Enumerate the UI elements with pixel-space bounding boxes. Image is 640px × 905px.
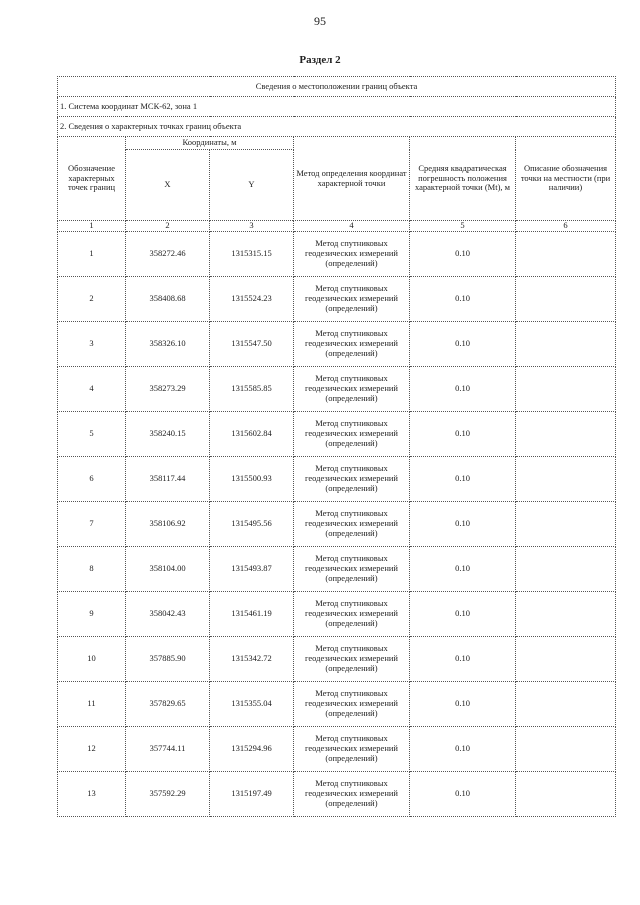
- y-coordinate-cell: 1315294.96: [210, 726, 294, 771]
- method-cell: Метод спутниковых геодезических измерений (определений): [294, 231, 410, 276]
- coord-system-line: 1. Система координат МСК-62, зона 1: [58, 97, 616, 117]
- method-cell: Метод спутниковых геодезических измерений (определений): [294, 366, 410, 411]
- x-coordinate-cell: 358106.92: [126, 501, 210, 546]
- header-method: Метод определения координат характерной точки: [294, 137, 410, 221]
- description-cell: [516, 636, 616, 681]
- table-row: [58, 501, 616, 546]
- y-coordinate-cell: 1315500.93: [210, 456, 294, 501]
- point-number-cell: 5: [58, 411, 126, 456]
- x-coordinate-cell: 357885.90: [126, 636, 210, 681]
- x-coordinate-cell: 358272.46: [126, 231, 210, 276]
- description-cell: [516, 501, 616, 546]
- error-cell: 0.10: [410, 501, 516, 546]
- point-number-cell: 11: [58, 681, 126, 726]
- point-number-cell: 7: [58, 501, 126, 546]
- method-cell: Метод спутниковых геодезических измерений (определений): [294, 276, 410, 321]
- y-coordinate-cell: 1315495.56: [210, 501, 294, 546]
- y-coordinate-cell: 1315524.23: [210, 276, 294, 321]
- description-cell: [516, 771, 616, 816]
- error-cell: 0.10: [410, 591, 516, 636]
- y-coordinate-cell: 1315342.72: [210, 636, 294, 681]
- column-number: 4: [294, 221, 410, 232]
- header-coordinates: Координаты, м: [126, 137, 294, 150]
- method-cell: Метод спутниковых геодезических измерений (определений): [294, 636, 410, 681]
- x-coordinate-cell: 358240.15: [126, 411, 210, 456]
- description-cell: [516, 276, 616, 321]
- error-cell: 0.10: [410, 456, 516, 501]
- boundary-points-table: [57, 76, 616, 817]
- error-cell: 0.10: [410, 681, 516, 726]
- description-cell: [516, 726, 616, 771]
- y-coordinate-cell: 1315547.50: [210, 321, 294, 366]
- error-cell: 0.10: [410, 321, 516, 366]
- error-cell: 0.10: [410, 276, 516, 321]
- description-cell: [516, 546, 616, 591]
- table-row: [58, 366, 616, 411]
- x-coordinate-cell: 358273.29: [126, 366, 210, 411]
- point-number-cell: 3: [58, 321, 126, 366]
- description-cell: [516, 321, 616, 366]
- method-cell: Метод спутниковых геодезических измерений (определений): [294, 321, 410, 366]
- x-coordinate-cell: 358042.43: [126, 591, 210, 636]
- y-coordinate-cell: 1315461.19: [210, 591, 294, 636]
- y-coordinate-cell: 1315197.49: [210, 771, 294, 816]
- x-coordinate-cell: 358104.00: [126, 546, 210, 591]
- error-cell: 0.10: [410, 231, 516, 276]
- method-cell: Метод спутниковых геодезических измерений (определений): [294, 726, 410, 771]
- table-row: [58, 231, 616, 276]
- description-cell: [516, 456, 616, 501]
- column-number: 5: [410, 221, 516, 232]
- method-cell: Метод спутниковых геодезических измерений (определений): [294, 546, 410, 591]
- header-description: Описание обозначения точки на местности (при наличии): [516, 137, 616, 221]
- table-row: [58, 321, 616, 366]
- error-cell: 0.10: [410, 771, 516, 816]
- method-cell: Метод спутниковых геодезических измерений (определений): [294, 456, 410, 501]
- x-coordinate-cell: 357592.29: [126, 771, 210, 816]
- column-number: 3: [210, 221, 294, 232]
- x-coordinate-cell: 358326.10: [126, 321, 210, 366]
- error-cell: 0.10: [410, 366, 516, 411]
- point-number-cell: 2: [58, 276, 126, 321]
- method-cell: Метод спутниковых геодезических измерений (определений): [294, 771, 410, 816]
- point-number-cell: 12: [58, 726, 126, 771]
- table-row: [58, 591, 616, 636]
- header-y: Y: [210, 150, 294, 221]
- point-number-cell: 13: [58, 771, 126, 816]
- point-number-cell: 10: [58, 636, 126, 681]
- header-point-designation: Обозначение характерных точек границ: [58, 137, 126, 221]
- description-cell: [516, 231, 616, 276]
- description-cell: [516, 591, 616, 636]
- error-cell: 0.10: [410, 411, 516, 456]
- y-coordinate-cell: 1315602.84: [210, 411, 294, 456]
- point-number-cell: 8: [58, 546, 126, 591]
- description-cell: [516, 411, 616, 456]
- table-title: Сведения о местоположении границ объекта: [58, 77, 616, 97]
- point-number-cell: 9: [58, 591, 126, 636]
- x-coordinate-cell: 358408.68: [126, 276, 210, 321]
- method-cell: Метод спутниковых геодезических измерений (определений): [294, 411, 410, 456]
- table-row: [58, 681, 616, 726]
- table-row: [58, 456, 616, 501]
- table-row: [58, 276, 616, 321]
- column-number: 2: [126, 221, 210, 232]
- method-cell: Метод спутниковых геодезических измерений (определений): [294, 591, 410, 636]
- point-number-cell: 4: [58, 366, 126, 411]
- header-x: X: [126, 150, 210, 221]
- column-number: 1: [58, 221, 126, 232]
- table-row: [58, 726, 616, 771]
- y-coordinate-cell: 1315493.87: [210, 546, 294, 591]
- x-coordinate-cell: 357744.11: [126, 726, 210, 771]
- table-row: [58, 411, 616, 456]
- table-row: [58, 546, 616, 591]
- error-cell: 0.10: [410, 546, 516, 591]
- error-cell: 0.10: [410, 636, 516, 681]
- y-coordinate-cell: 1315585.85: [210, 366, 294, 411]
- table-row: [58, 771, 616, 816]
- error-cell: 0.10: [410, 726, 516, 771]
- points-heading-line: 2. Сведения о характерных точках границ объекта: [58, 117, 616, 137]
- method-cell: Метод спутниковых геодезических измерений (определений): [294, 501, 410, 546]
- x-coordinate-cell: 358117.44: [126, 456, 210, 501]
- description-cell: [516, 366, 616, 411]
- description-cell: [516, 681, 616, 726]
- point-number-cell: 1: [58, 231, 126, 276]
- header-error: Средняя квадратическая погрешность положения характерной точки (Mt), м: [410, 137, 516, 221]
- section-title: Раздел 2: [299, 54, 341, 66]
- method-cell: Метод спутниковых геодезических измерений (определений): [294, 681, 410, 726]
- x-coordinate-cell: 357829.65: [126, 681, 210, 726]
- column-number: 6: [516, 221, 616, 232]
- page-number: 95: [314, 14, 326, 28]
- column-number-row: [58, 221, 616, 232]
- y-coordinate-cell: 1315315.15: [210, 231, 294, 276]
- point-number-cell: 6: [58, 456, 126, 501]
- table-row: [58, 636, 616, 681]
- y-coordinate-cell: 1315355.04: [210, 681, 294, 726]
